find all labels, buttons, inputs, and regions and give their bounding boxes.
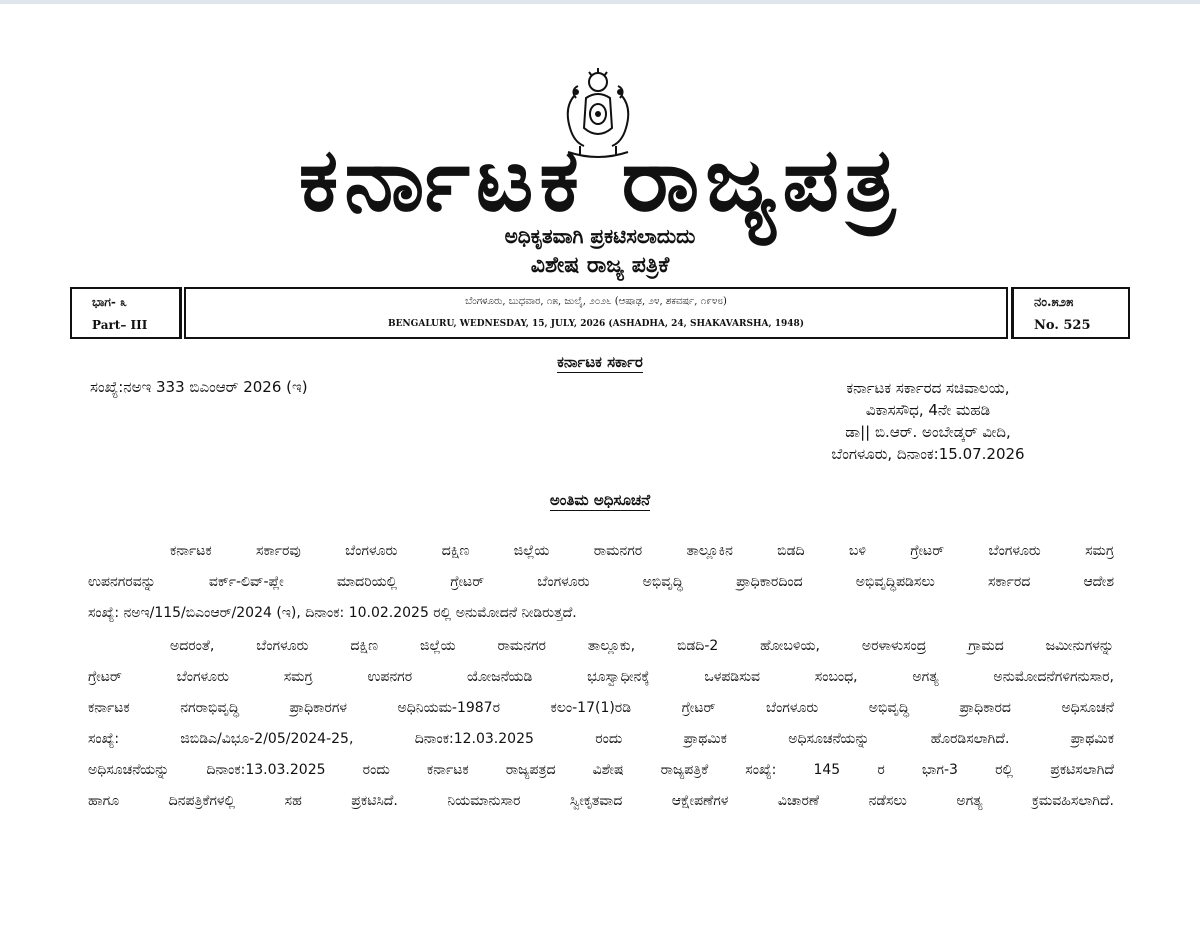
- paragraph-line: ಹಾಗೂ ದಿನಪತ್ರಿಕೆಗಳಲ್ಲಿ ಸಹ ಪ್ರಕಟಿಸಿದೆ. ನಿಯಮಾನುಸಾರ ಸ್ವೀಕೃತವಾದ ಆಕ್ಷೇಪಣೆಗಳ ವಿಚಾರಣೆ ನಡೆಸಲು ಅಗತ್ಯ ಕ್ರಮವಹಿಸಲಾಗಿದೆ.: [88, 793, 1114, 809]
- paragraph-line: ಅದರಂತೆ, ಬೆಂಗಳೂರು ದಕ್ಷಿಣ ಜಿಲ್ಲೆಯ ರಾಮನಗರ ತಾಲ್ಲೂಕು, ಬಿಡದಿ-2 ಹೋಬಳಿಯ, ಅರಳಾಳುಸಂದ್ರ ಗ್ರಾಮದ ಜಮೀನುಗಳನ್ನು: [170, 638, 1114, 654]
- number-box: [1011, 287, 1130, 339]
- reference-number: ಸಂಖ್ಯೆ:ನಅಇ 333 ಬಿಎಂಆರ್ 2026 (ಇ): [90, 378, 308, 396]
- address-line: ಬೆಂಗಳೂರು, ದಿನಾಂಕ:15.07.2026: [831, 445, 1025, 463]
- part-box: [70, 287, 182, 339]
- date-english: BENGALURU, WEDNESDAY, 15, JULY, 2026 (ASHADHA, 24, SHAKAVARSHA, 1948): [387, 319, 805, 329]
- part-english: Part– III: [92, 318, 148, 332]
- gazette-subtitle: ಅಧಿಕೃತವಾಗಿ ಪ್ರಕಟಿಸಲಾದುದು: [504, 224, 696, 248]
- government-label: ಕರ್ನಾಟಕ ಸರ್ಕಾರ: [557, 353, 643, 371]
- address-line: ಡಾ|| ಬಿ.ಆರ್. ಅಂಬೇಡ್ಕರ್ ವೀದಿ,: [845, 423, 1011, 441]
- paragraph-line: ಕರ್ನಾಟಕ ನಗರಾಭಿವೃದ್ಧಿ ಪ್ರಾಧಿಕಾರಗಳ ಅಧಿನಿಯಮ-1987ರ ಕಲಂ-17(1)ರಡಿ ಗ್ರೇಟರ್ ಬೆಂಗಳೂರು ಅಭಿವೃದ್ಧಿ ಪ್ರಾಧಿಕಾರದ ಅಧಿಸೂಚನೆ: [88, 700, 1114, 716]
- address-block: [760, 377, 1096, 465]
- paragraph-1: [88, 536, 1114, 629]
- paragraph-2: [88, 631, 1114, 817]
- paragraph-line: ಸಂಖ್ಯೆ: ನಅಇ/115/ಬಿಎಂಆರ್/2024 (ಇ), ದಿನಾಂಕ: 10.02.2025 ರಲ್ಲಿ ಅನುಮೋದನೆ ನೀಡಿರುತ್ತದೆ.: [88, 605, 577, 621]
- number-english: No. 525: [1034, 318, 1091, 333]
- government-heading: [0, 352, 1200, 372]
- paragraph-line: ಅಧಿಸೂಚನೆಯನ್ನು ದಿನಾಂಕ:13.03.2025 ರಂದು ಕರ್ನಾಟಕ ರಾಜ್ಯಪತ್ರದ ವಿಶೇಷ ರಾಜ್ಯಪತ್ರಿಕೆ ಸಂಖ್ಯೆ: 145 ರ ಭಾಗ-3 ರಲ್ಲಿ ಪ್ರಕಟಿಸಲಾಗಿದೆ: [88, 762, 1114, 778]
- date-box: [184, 287, 1008, 339]
- paragraph-line: ಸಂಖ್ಯೆ: ಜಿಬಿಡಿಎ/ವಿಭೂ-2/05/2024-25, ದಿನಾಂಕ:12.03.2025 ರಂದು ಪ್ರಾಥಮಿಕ ಅಧಿಸೂಚನೆಯನ್ನು ಹೊರಡಿಸಲಾಗಿದೆ. ಪ್ರಾಥಮಿಕ: [88, 731, 1114, 747]
- paragraph-line: ಗ್ರೇಟರ್ ಬೆಂಗಳೂರು ಸಮಗ್ರ ಉಪನಗರ ಯೋಜನೆಯಡಿ ಭೂಸ್ವಾಧೀನಕ್ಕೆ ಒಳಪಡಿಸುವ ಸಂಬಂಧ, ಅಗತ್ಯ ಅನುಮೋದನೆಗಳಿಗನುಸಾರ,: [88, 669, 1114, 685]
- paragraph-line: ಕರ್ನಾಟಕ ಸರ್ಕಾರವು ಬೆಂಗಳೂರು ದಕ್ಷಿಣ ಜಿಲ್ಲೆಯ ರಾಮನಗರ ತಾಲ್ಲೂಕಿನ ಬಿಡದಿ ಬಳಿ ಗ್ರೇಟರ್ ಬೆಂಗಳೂರು ಸಮಗ್ರ: [170, 543, 1114, 559]
- number-kannada: ನಂ.೫೨೫: [1034, 295, 1074, 310]
- address-line: ವಿಕಾಸಸೌಧ, 4ನೇ ಮಹಡಿ: [865, 401, 991, 419]
- part-kannada: ಭಾಗ- ೩: [92, 295, 127, 309]
- paragraph-line: ಉಪನಗರವನ್ನು ವರ್ಕ್-ಲಿವ್-ಪ್ಲೇ ಮಾದರಿಯಲ್ಲಿ ಗ್ರೇಟರ್ ಬೆಂಗಳೂರು ಅಭಿವೃದ್ಧಿ ಪ್ರಾಧಿಕಾರದಿಂದ ಅಭಿವೃದ್ಧಿಪಡಿಸಲು ಸರ್ಕಾರದ ಆದೇಶ: [88, 574, 1114, 590]
- date-kannada: ಬೆಂಗಳೂರು, ಬುಧವಾರ, ೧೫, ಜುಲೈ, ೨೦೨೬ (ಆಷಾಢ, ೨೪, ಶಕವರ್ಷ, ೧೯೪೮): [465, 296, 727, 307]
- gazette-title: ಕರ್ನಾಟಕ ರಾಜ್ಯಪತ್ರ: [298, 128, 902, 231]
- special-issue-label: ವಿಶೇಷ ರಾಜ್ಯ ಪತ್ರಿಕೆ: [530, 253, 670, 278]
- notification-heading: [0, 490, 1200, 510]
- notification-title: ಅಂತಿಮ ಅಧಿಸೂಚನೆ: [549, 491, 651, 509]
- top-edge-line: [0, 0, 1200, 4]
- address-line: ಕರ್ನಾಟಕ ಸರ್ಕಾರದ ಸಚಿವಾಲಯ,: [846, 379, 1010, 397]
